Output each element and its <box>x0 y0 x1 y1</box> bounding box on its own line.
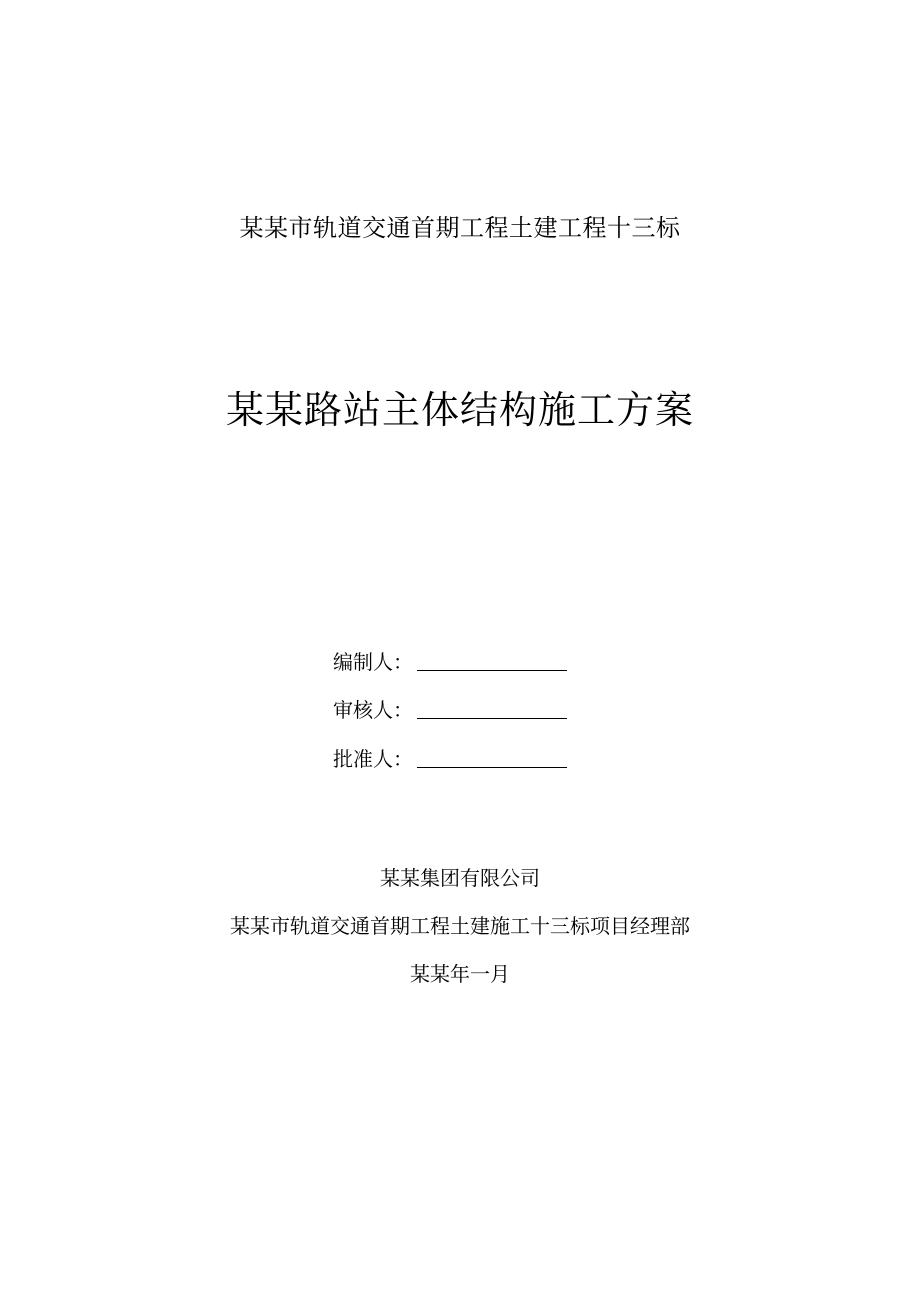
signature-label-approver: 批准人： <box>333 747 413 771</box>
signature-line-reviewer <box>417 717 567 719</box>
document-title: 某某路站主体结构施工方案 <box>225 388 694 432</box>
signature-line-editor <box>417 669 567 671</box>
signature-row-reviewer <box>333 692 567 724</box>
signature-line-approver <box>417 766 567 768</box>
project-department-name: 某某市轨道交通首期工程土建施工十三标项目经理部 <box>230 914 690 938</box>
company-name: 某某集团有限公司 <box>380 866 540 890</box>
signature-row-editor <box>333 644 567 676</box>
signature-row-approver <box>333 741 567 773</box>
document-date: 某某年一月 <box>410 962 510 986</box>
signature-label-reviewer: 审核人： <box>333 698 413 722</box>
project-title: 某某市轨道交通首期工程土建工程十三标 <box>239 214 681 242</box>
signature-label-editor: 编制人： <box>333 650 413 674</box>
